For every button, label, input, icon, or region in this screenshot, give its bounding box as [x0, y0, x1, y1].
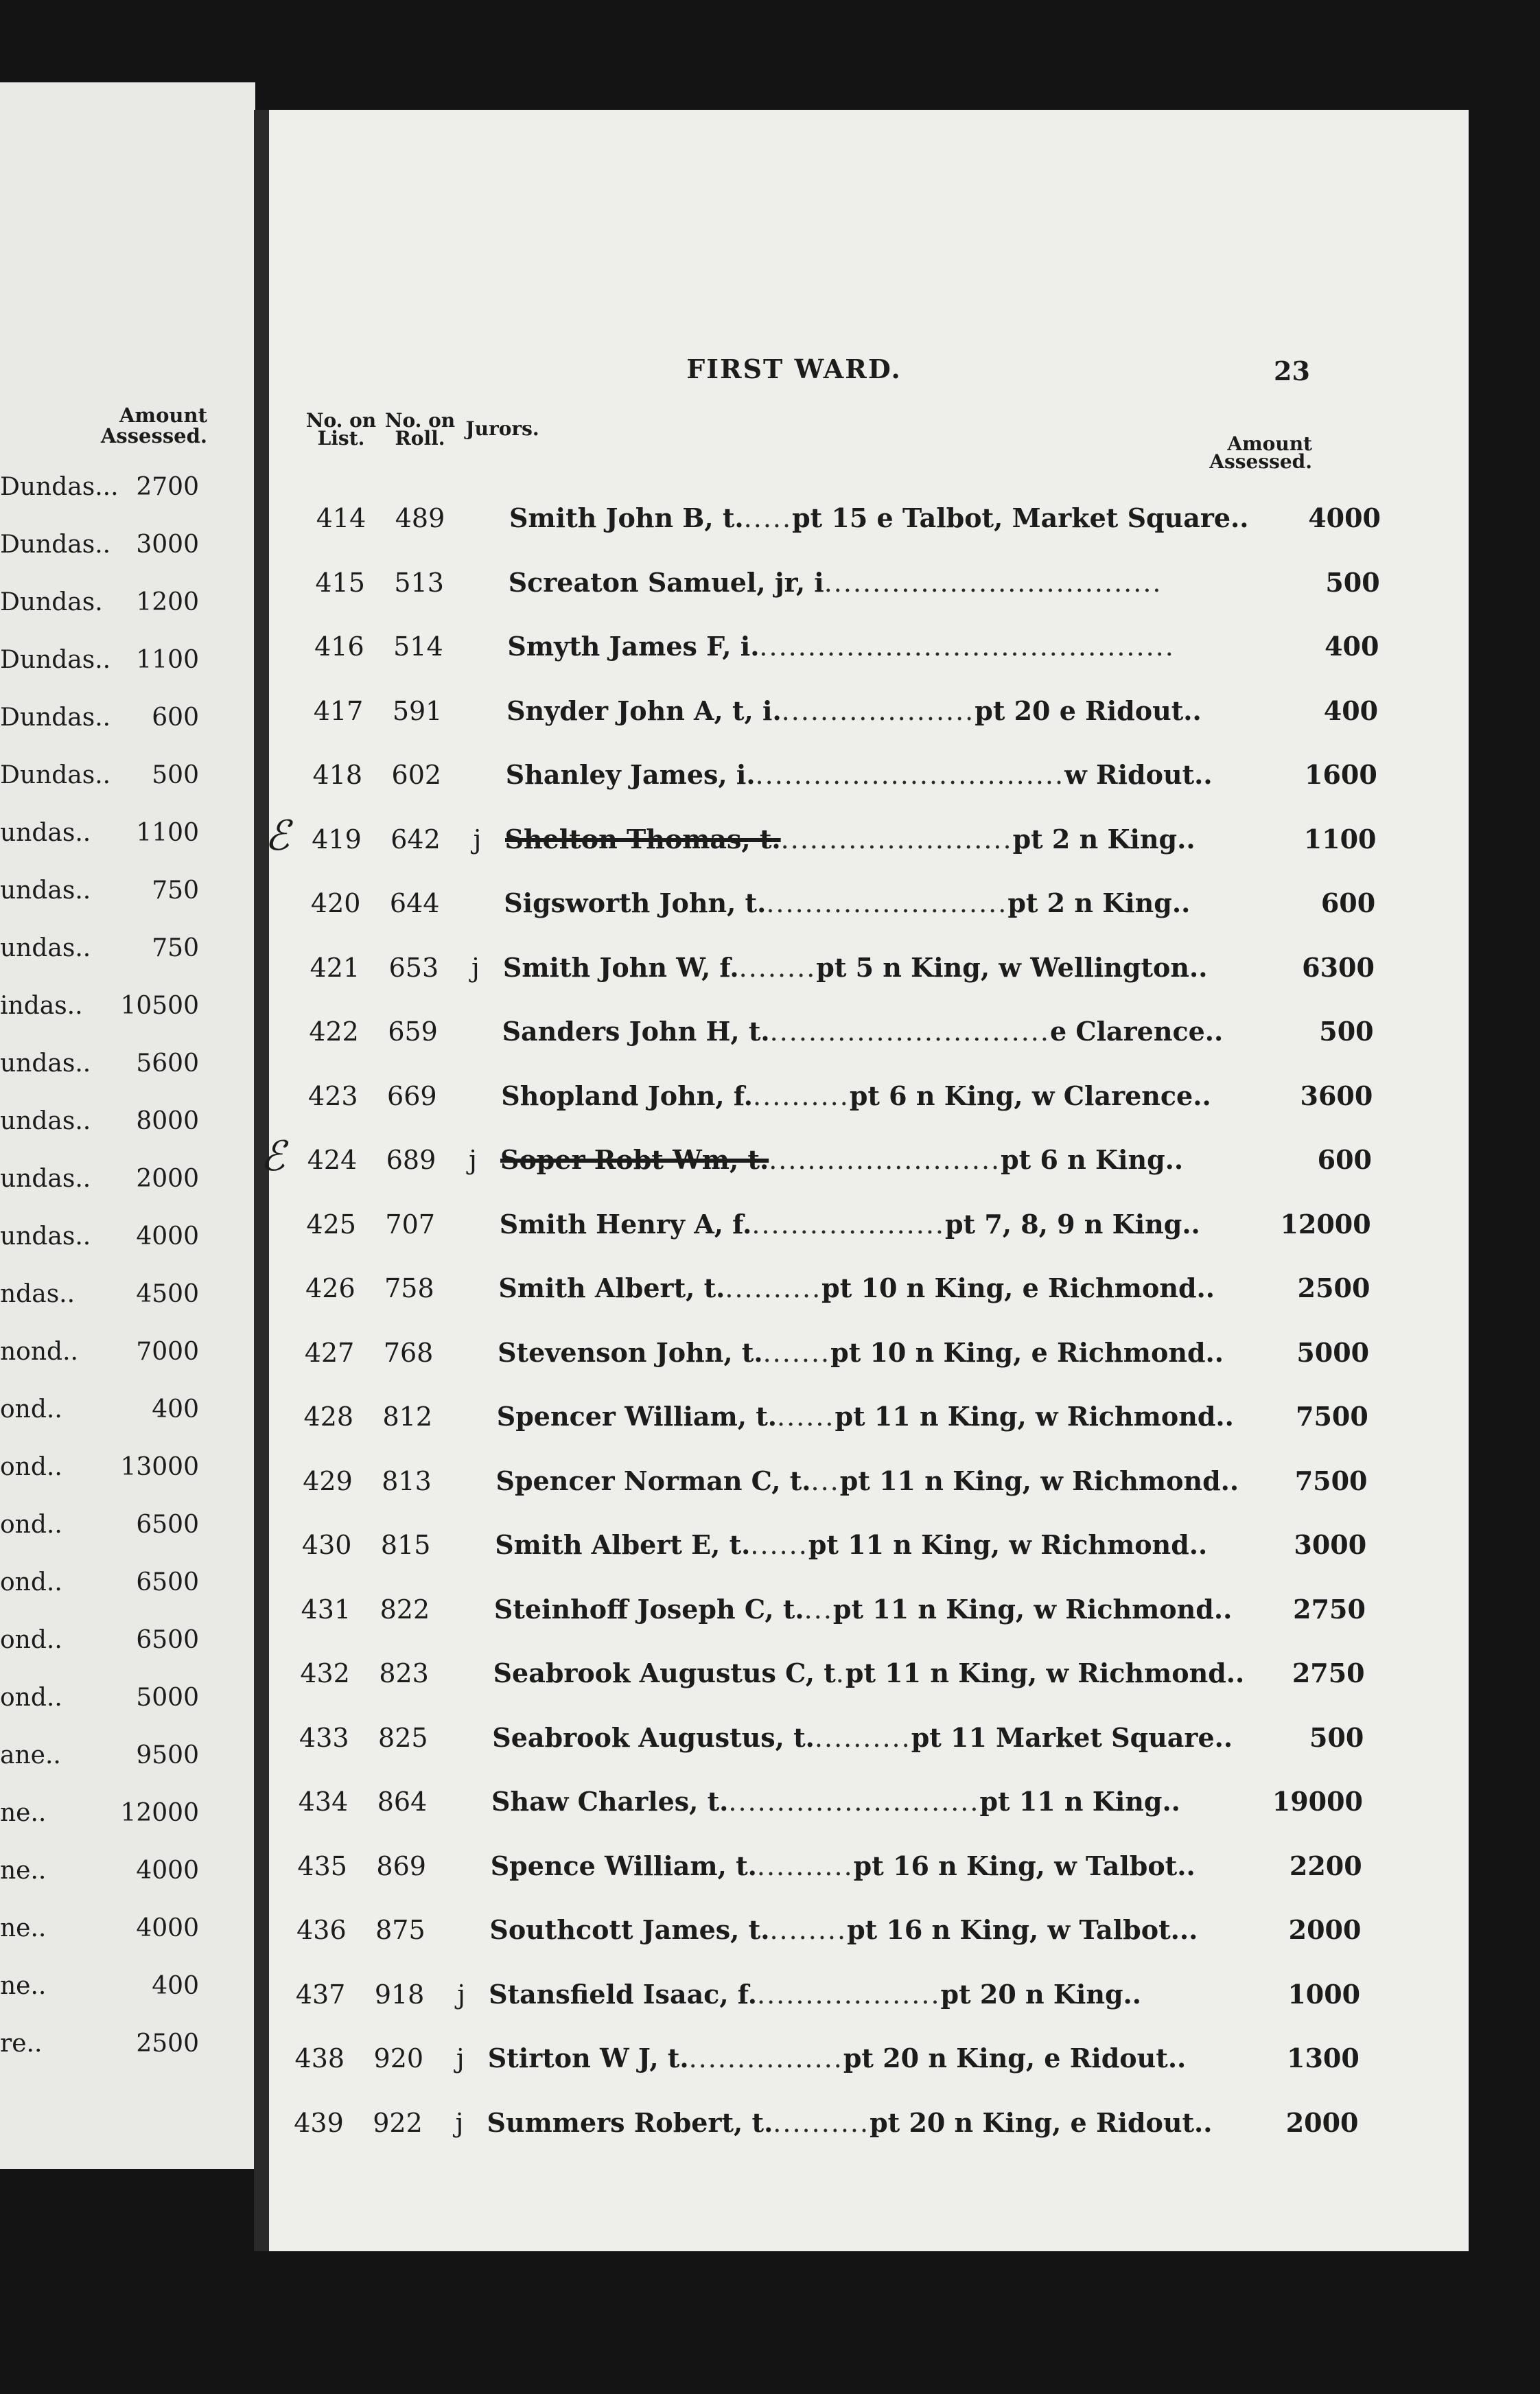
- entry-location: pt 16 n King, w Talbot...: [847, 1914, 1198, 1945]
- entry-location: pt 11 n King, w Richmond..: [845, 1658, 1245, 1688]
- leader-dots: ........: [769, 1915, 848, 1945]
- entry-location: pt 11 n King, w Richmond..: [832, 1593, 1233, 1625]
- roll-number: 514: [393, 631, 443, 662]
- left-row: [0, 582, 199, 623]
- amount-assessed: 2500: [1297, 1272, 1370, 1303]
- left-row-amount: 4500: [136, 1280, 199, 1308]
- entry-description: [498, 1329, 1259, 1377]
- amount-assessed: 5000: [1296, 1336, 1370, 1368]
- leader-dots: ..........: [773, 2107, 870, 2138]
- amount-assessed: 19000: [1272, 1786, 1363, 1817]
- list-number: 416: [314, 631, 364, 662]
- left-row-amount: 3000: [136, 531, 199, 559]
- entry-name: Soper Robt Wm, t.: [500, 1144, 769, 1175]
- amount-assessed: 3600: [1300, 1080, 1373, 1111]
- left-row: [0, 1447, 199, 1488]
- entry-description: [506, 687, 1268, 735]
- leader-dots: .........................: [766, 888, 1008, 918]
- leader-dots: ........................: [769, 1145, 1001, 1175]
- handwritten-mark: ℰ: [260, 1132, 285, 1181]
- left-row: [0, 1274, 199, 1315]
- roll-number: 653: [388, 952, 439, 983]
- left-row-amount: 10500: [120, 992, 199, 1020]
- entry-name: Smyth James F, i.: [507, 631, 760, 662]
- entry-location: pt 15 e Talbot, Market Square..: [792, 502, 1249, 533]
- roll-number: 918: [374, 1979, 425, 2010]
- leader-dots: ......: [777, 1402, 835, 1432]
- left-row-text: Dundas..: [0, 704, 111, 732]
- page-title: FIRST WARD.: [686, 353, 902, 384]
- list-number: 436: [296, 1915, 347, 1945]
- left-row: [0, 986, 199, 1027]
- entry-description: [496, 1457, 1258, 1505]
- left-row: [0, 1101, 199, 1142]
- left-row-amount: 6500: [136, 1511, 199, 1539]
- leader-dots: ...........................................: [759, 631, 1175, 662]
- left-row: [0, 1216, 199, 1257]
- amount-assessed: 1000: [1287, 1978, 1361, 2010]
- entry-location: pt 10 n King, e Richmond..: [830, 1336, 1224, 1368]
- entry-location: pt 20 e Ridout..: [975, 695, 1202, 726]
- left-row: [0, 870, 199, 911]
- list-number: 435: [297, 1850, 347, 1881]
- roll-number: 825: [378, 1722, 428, 1753]
- entry-name: Sigsworth John, t.: [504, 887, 767, 918]
- leader-dots: ..........: [753, 1080, 850, 1111]
- entry-description: [505, 815, 1267, 863]
- left-row: [0, 755, 199, 796]
- entry-location: pt 11 n King, w Richmond..: [835, 1401, 1234, 1432]
- left-row-amount: 8000: [136, 1107, 199, 1135]
- entry-location: w Ridout..: [1064, 759, 1213, 790]
- leader-dots: .......: [762, 1337, 831, 1368]
- left-row-amount: 12000: [120, 1799, 199, 1827]
- left-amount-header: Amount Assessed.: [100, 404, 207, 448]
- list-number: 432: [300, 1658, 350, 1688]
- left-row-amount: 500: [152, 761, 199, 789]
- leader-dots: .....: [743, 503, 793, 533]
- left-row: [0, 813, 199, 854]
- entry-description: [501, 1072, 1263, 1120]
- left-row-text: re..: [0, 2030, 43, 2058]
- roll-number: 875: [375, 1915, 425, 1945]
- amount-assessed: 2200: [1289, 1850, 1362, 1881]
- left-row-text: indas..: [0, 992, 83, 1020]
- list-number: 417: [313, 695, 364, 726]
- juror-flag: j: [455, 2107, 464, 2138]
- entry-location: pt 6 n King, w Clarence..: [849, 1080, 1211, 1111]
- amount-assessed: 4000: [1308, 502, 1381, 533]
- entry-location: pt 11 n King, w Richmond..: [839, 1465, 1239, 1496]
- list-number: 423: [308, 1080, 358, 1111]
- list-number: 431: [301, 1594, 351, 1625]
- list-number: 439: [294, 2107, 344, 2138]
- entry-location: pt 20 n King, e Ridout..: [870, 2106, 1213, 2138]
- roll-number: 864: [377, 1787, 428, 1817]
- roll-number: 823: [379, 1658, 429, 1688]
- left-row-amount: 1100: [136, 819, 199, 847]
- left-row: [0, 1504, 199, 1546]
- list-number: 424: [307, 1145, 358, 1175]
- left-row: [0, 1793, 199, 1834]
- list-number: 430: [301, 1530, 352, 1560]
- leader-dots: ......: [750, 1530, 808, 1560]
- entry-name: Shanley James, i.: [505, 759, 756, 790]
- entry-description: [491, 1778, 1253, 1826]
- left-row-text: undas..: [0, 934, 91, 962]
- roll-number: 591: [392, 695, 443, 726]
- roll-number: 689: [386, 1145, 436, 1175]
- amount-assessed: 7500: [1294, 1465, 1368, 1496]
- left-row-text: ne..: [0, 1857, 47, 1885]
- left-row-amount: 1100: [136, 646, 199, 674]
- roll-number: 812: [382, 1402, 433, 1432]
- left-row-text: undas..: [0, 876, 91, 905]
- amount-assessed: 2750: [1293, 1593, 1366, 1625]
- entry-description: [509, 494, 1271, 542]
- entry-description: [502, 1008, 1264, 1056]
- list-number: 419: [312, 824, 362, 855]
- entry-name: Southcott James, t.: [489, 1914, 770, 1945]
- entry-name: Spencer William, t.: [496, 1401, 777, 1432]
- left-row-amount: 750: [152, 934, 199, 962]
- entry-description: [493, 1649, 1255, 1697]
- left-row-text: nond..: [0, 1338, 78, 1366]
- entry-name: Shelton Thomas, t.: [504, 823, 781, 855]
- entry-location: pt 16 n King, w Talbot..: [853, 1850, 1195, 1881]
- left-row-text: ond..: [0, 1684, 62, 1712]
- entry-name: Seabrook Augustus, t.: [492, 1721, 815, 1753]
- left-row: [0, 1332, 199, 1373]
- left-row-text: ond..: [0, 1568, 62, 1596]
- roll-number: 869: [376, 1850, 426, 1881]
- leader-dots: ........: [738, 952, 817, 983]
- entry-location: pt 11 n King..: [979, 1786, 1180, 1817]
- entry-location: pt 20 n King, e Ridout..: [843, 2043, 1187, 2073]
- entry-description: [489, 1971, 1250, 2019]
- entry-name: Sanders John H, t.: [502, 1016, 770, 1047]
- entry-location: e Clarence..: [1049, 1016, 1224, 1047]
- roll-number: 642: [390, 824, 441, 855]
- left-row-amount: 6500: [136, 1626, 199, 1654]
- entry-description: [497, 1393, 1259, 1441]
- roll-number: 815: [380, 1530, 431, 1560]
- left-row-amount: 5000: [136, 1684, 199, 1712]
- roll-number: 822: [380, 1594, 430, 1625]
- left-row-text: undas..: [0, 1165, 91, 1193]
- left-row-text: ne..: [0, 1914, 47, 1942]
- left-row-amount: 750: [152, 876, 199, 905]
- amount-assessed: 1600: [1305, 759, 1377, 790]
- left-row-amount: 2000: [136, 1165, 199, 1193]
- list-number: 421: [310, 952, 360, 983]
- left-row-amount: 400: [152, 1395, 199, 1423]
- juror-flag: j: [473, 824, 482, 855]
- roll-number: 768: [383, 1337, 434, 1368]
- entry-description: [491, 1842, 1252, 1890]
- entry-name: Screaton Samuel, jr, i: [508, 566, 824, 598]
- roll-number: 758: [384, 1273, 434, 1303]
- leader-dots: .............................: [769, 1016, 1050, 1047]
- amount-assessed: 500: [1319, 1016, 1374, 1047]
- entry-description: [500, 1200, 1261, 1248]
- leader-dots: ....................: [781, 695, 975, 726]
- roll-number: 813: [382, 1465, 432, 1496]
- entry-description: [487, 2099, 1249, 2147]
- left-row: [0, 1677, 199, 1719]
- amount-assessed: 1300: [1287, 2043, 1360, 2073]
- roll-number: 644: [389, 888, 440, 918]
- roll-number: 659: [388, 1016, 438, 1047]
- entry-description: [509, 559, 1270, 607]
- amount-assessed: 500: [1325, 566, 1380, 598]
- list-number: 422: [309, 1016, 359, 1047]
- entry-location: pt 2 n King..: [1007, 887, 1191, 918]
- amount-assessed: 2000: [1285, 2106, 1359, 2138]
- entry-description: [488, 2034, 1250, 2082]
- juror-flag: j: [469, 1145, 477, 1175]
- left-row: [0, 1043, 199, 1084]
- list-number: 438: [294, 2043, 345, 2073]
- left-row: [0, 1620, 199, 1661]
- left-row-text: Dundas.: [0, 588, 103, 616]
- entry-location: pt 20 n King..: [940, 1978, 1141, 2010]
- entry-location: pt 2 n King..: [1012, 823, 1195, 855]
- juror-flag: j: [457, 1979, 465, 2010]
- leader-dots: ...: [810, 1465, 840, 1496]
- column-header-jurors: Jurors.: [465, 417, 539, 440]
- entry-location: pt 10 n King, e Richmond..: [821, 1272, 1215, 1303]
- amount-assessed: 2000: [1288, 1914, 1362, 1945]
- entry-description: [495, 1521, 1257, 1569]
- right-page: [254, 110, 1469, 2251]
- left-row: [0, 467, 199, 508]
- left-row-text: ond..: [0, 1626, 62, 1654]
- left-row: [0, 1850, 199, 1892]
- left-row-amount: 2700: [136, 473, 199, 501]
- left-row: [0, 697, 199, 739]
- juror-flag: j: [471, 952, 480, 983]
- entry-name: Stirton W J, t.: [487, 2043, 689, 2073]
- entry-description: [498, 1264, 1260, 1312]
- entry-name: Spencer Norman C, t.: [495, 1465, 811, 1496]
- left-page-fragment: [0, 82, 255, 2169]
- leader-dots: ...................................: [824, 567, 1163, 598]
- entry-description: [507, 623, 1269, 671]
- amount-assessed: 400: [1325, 631, 1379, 662]
- entry-name: Smith Albert E, t.: [495, 1529, 751, 1560]
- left-row: [0, 640, 199, 681]
- left-row-amount: 7000: [136, 1338, 199, 1366]
- entry-location: pt 11 n King, w Richmond..: [808, 1529, 1208, 1560]
- leader-dots: ................................: [755, 760, 1065, 790]
- left-row-text: ne..: [0, 1972, 47, 2000]
- leader-dots: ..........................: [728, 1787, 980, 1817]
- list-number: 426: [305, 1273, 355, 1303]
- left-row-amount: 13000: [120, 1453, 199, 1481]
- entry-name: Seabrook Augustus C, t: [493, 1658, 836, 1688]
- entry-description: [489, 1906, 1251, 1954]
- left-row-text: Dundas..: [0, 761, 111, 789]
- list-number: 415: [315, 567, 365, 598]
- entry-name: Steinhoff Joseph C, t.: [493, 1593, 804, 1625]
- list-number: 420: [310, 888, 361, 918]
- list-number: 433: [299, 1722, 349, 1753]
- roll-number: 707: [385, 1209, 435, 1240]
- left-row-amount: 4000: [136, 1222, 199, 1251]
- left-row: [0, 1389, 199, 1430]
- entry-name: Stansfield Isaac, f.: [489, 1978, 758, 2010]
- roll-number: 489: [395, 503, 445, 533]
- left-row-text: ane..: [0, 1741, 61, 1769]
- amount-assessed: 3000: [1294, 1529, 1367, 1560]
- list-number: 428: [303, 1402, 354, 1432]
- left-row: [0, 1562, 199, 1603]
- left-row-text: ndas..: [0, 1280, 75, 1308]
- amount-assessed: 500: [1309, 1721, 1364, 1753]
- entry-description: [500, 1136, 1262, 1184]
- roll-number: 920: [373, 2043, 424, 2073]
- entry-name: Smith Albert, t.: [498, 1272, 725, 1303]
- amount-assessed: 600: [1320, 887, 1376, 918]
- left-row-text: ond..: [0, 1395, 62, 1423]
- left-row-amount: 2500: [136, 2030, 199, 2058]
- left-row: [0, 1159, 199, 1200]
- list-number: 427: [304, 1337, 355, 1368]
- list-number: 425: [306, 1209, 356, 1240]
- entry-name: Summers Robert, t.: [487, 2106, 773, 2138]
- left-row-amount: 1200: [136, 588, 199, 616]
- amount-assessed: 12000: [1280, 1208, 1371, 1240]
- leader-dots: ..........: [814, 1722, 911, 1753]
- juror-flag: j: [456, 2043, 465, 2073]
- roll-number: 602: [391, 760, 442, 790]
- column-header-amount: Amount Assessed.: [1209, 432, 1312, 473]
- left-row-text: ond..: [0, 1511, 62, 1539]
- amount-assessed: 7500: [1296, 1401, 1368, 1432]
- left-row-text: ne..: [0, 1799, 47, 1827]
- list-number: 437: [295, 1979, 346, 2010]
- left-row-amount: 5600: [136, 1049, 199, 1078]
- leader-dots: ........................: [780, 824, 1013, 855]
- entry-name: Smith John W, f.: [502, 951, 739, 983]
- roll-number: 669: [387, 1080, 437, 1111]
- left-row: [0, 928, 199, 969]
- list-number: 434: [298, 1787, 349, 1817]
- left-row: [0, 1966, 199, 2007]
- entry-name: Smith Henry A, f.: [499, 1208, 752, 1240]
- left-row-text: undas..: [0, 1222, 91, 1251]
- left-row-text: undas..: [0, 1049, 91, 1078]
- amount-assessed: 2750: [1292, 1658, 1365, 1688]
- entry-location: pt 5 n King, w Wellington..: [816, 951, 1208, 983]
- amount-assessed: 400: [1323, 695, 1379, 726]
- left-row: [0, 2023, 199, 2065]
- page-number: 23: [1274, 356, 1310, 386]
- left-row-amount: 400: [152, 1972, 199, 2000]
- amount-assessed: 1100: [1303, 823, 1377, 855]
- left-row: [0, 524, 199, 566]
- leader-dots: ....................: [751, 1209, 945, 1240]
- left-row-text: Dundas..: [0, 531, 111, 559]
- entry-name: Spence William, t.: [490, 1850, 757, 1881]
- entry-description: [492, 1714, 1254, 1762]
- list-number: 418: [312, 760, 363, 790]
- entry-description: [503, 944, 1265, 992]
- leader-dots: ..........: [756, 1850, 854, 1881]
- entry-location: pt 7, 8, 9 n King..: [944, 1208, 1200, 1240]
- leader-dots: .: [835, 1658, 845, 1688]
- left-row-text: Dundas..: [0, 646, 111, 674]
- left-row-text: undas..: [0, 1107, 91, 1135]
- entry-location: pt 6 n King..: [1001, 1144, 1184, 1175]
- left-row: [0, 1908, 199, 1949]
- left-row-text: undas..: [0, 819, 91, 847]
- amount-assessed: 6300: [1302, 951, 1375, 983]
- left-row-amount: 600: [152, 704, 199, 732]
- entry-name: Shaw Charles, t.: [491, 1786, 729, 1817]
- amount-assessed: 600: [1317, 1144, 1372, 1175]
- leader-dots: ..........: [725, 1273, 822, 1303]
- entry-location: pt 11 Market Square..: [911, 1721, 1233, 1753]
- entry-name: Stevenson John, t.: [498, 1336, 763, 1368]
- entry-name: Shopland John, f.: [501, 1080, 754, 1111]
- left-row-text: ond..: [0, 1453, 62, 1481]
- left-row-amount: 4000: [136, 1914, 199, 1942]
- leader-dots: ................: [688, 2043, 843, 2073]
- entry-description: [506, 751, 1268, 799]
- column-header-roll: No. on Roll.: [384, 409, 456, 450]
- handwritten-mark: ℰ: [264, 811, 290, 860]
- left-row-amount: 6500: [136, 1568, 199, 1596]
- left-row-amount: 4000: [136, 1857, 199, 1885]
- entry-name: Snyder John A, t, i.: [506, 695, 782, 726]
- leader-dots: ...................: [757, 1979, 941, 2010]
- left-row-text: Dundas...: [0, 473, 119, 501]
- list-number: 414: [316, 503, 366, 533]
- entry-name: Smith John B, t.: [509, 502, 744, 533]
- roll-number: 922: [373, 2107, 423, 2138]
- leader-dots: ...: [804, 1594, 833, 1625]
- left-row: [0, 1735, 199, 1776]
- column-header-list: No. on List.: [305, 409, 377, 450]
- entry-description: [504, 879, 1265, 927]
- left-row-amount: 9500: [136, 1741, 199, 1769]
- list-number: 429: [303, 1465, 353, 1496]
- roll-number: 513: [394, 567, 444, 598]
- entry-description: [494, 1585, 1256, 1634]
